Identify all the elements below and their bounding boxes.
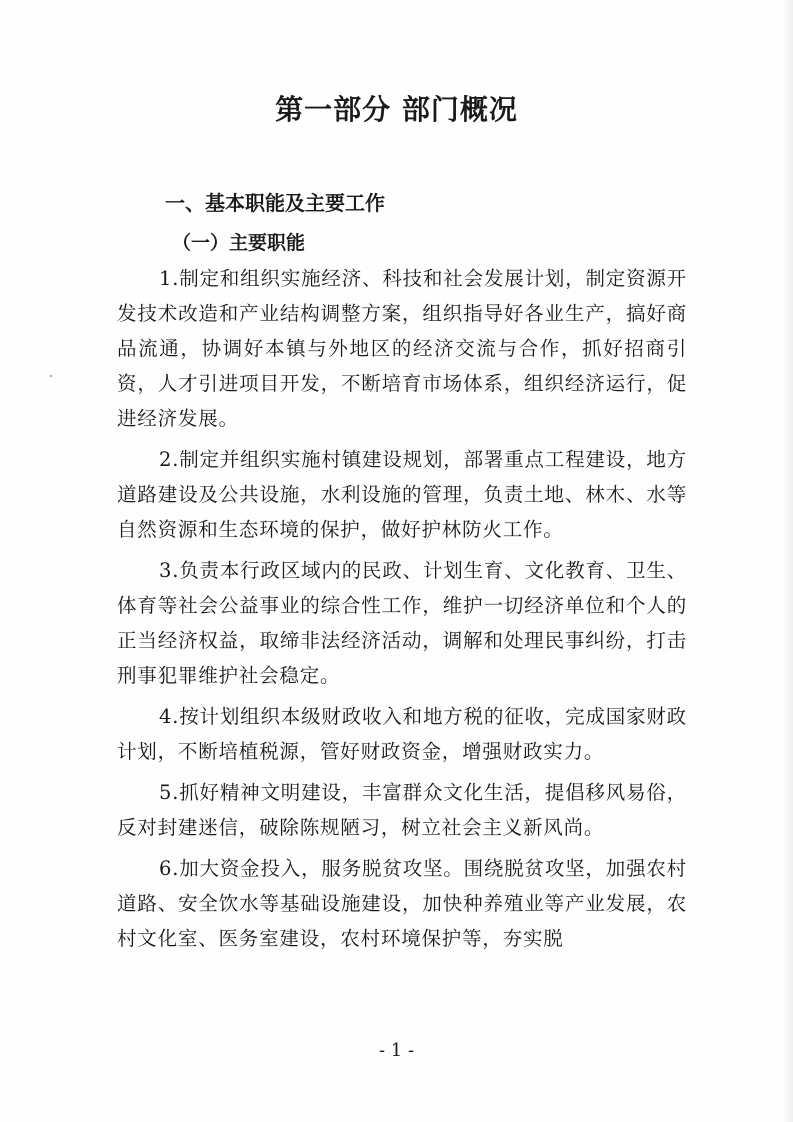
page-edge-shadow bbox=[783, 0, 793, 1122]
paragraph-3: 3.负责本行政区域内的民政、计划生育、文化教育、卫生、体育等社会公益事业的综合性工作，维护一切经济单位和个人的正当经济权益，取缔非法经济活动，调解和处理民事纠纷，打击刑事犯罪维护社会稳定。 bbox=[117, 559, 687, 687]
paragraph-1: 1.制定和组织实施经济、科技和社会发展计划，制定资源开发技术改造和产业结构调整方案，组织指导好各业生产，搞好商品流通，协调好本镇与外地区的经济交流与合作，抓好招商引资，人才引进项目开发，不断培育市场体系，组织经济运行，促进经济发展。 bbox=[117, 267, 687, 430]
page-number: - 1 - bbox=[378, 1040, 415, 1061]
paragraph-4: 4.按计划组织本级财政收入和地方税的征收，完成国家财政计划，不断培植税源，管好财政资金，增强财政实力。 bbox=[117, 705, 687, 763]
section-heading: 一、基本职能及主要工作 bbox=[165, 191, 385, 215]
paragraph-6: 6.加大资金投入，服务脱贫攻坚。围绕脱贫攻坚，加强农村道路、安全饮水等基础设施建设，加快种养殖业等产业发展，农村文化室、医务室建设，农村环境保护等，夯实脱 bbox=[117, 857, 687, 950]
paragraph-5: 5.抓好精神文明建设，丰富群众文化生活，提倡移风易俗，反对封建迷信，破除陈规陋习，树立社会主义新风尚。 bbox=[117, 781, 687, 839]
paragraph-2: 2.制定并组织实施村镇建设规划，部署重点工程建设，地方道路建设及公共设施，水利设施的管理，负责土地、林木、水等自然资源和生态环境的保护，做好护林防火工作。 bbox=[117, 448, 687, 541]
sub-heading: （一）主要职能 bbox=[172, 232, 306, 254]
body-text bbox=[117, 261, 687, 962]
page-title: 第一部分 部门概况 bbox=[275, 93, 518, 126]
scan-speck bbox=[50, 375, 52, 377]
